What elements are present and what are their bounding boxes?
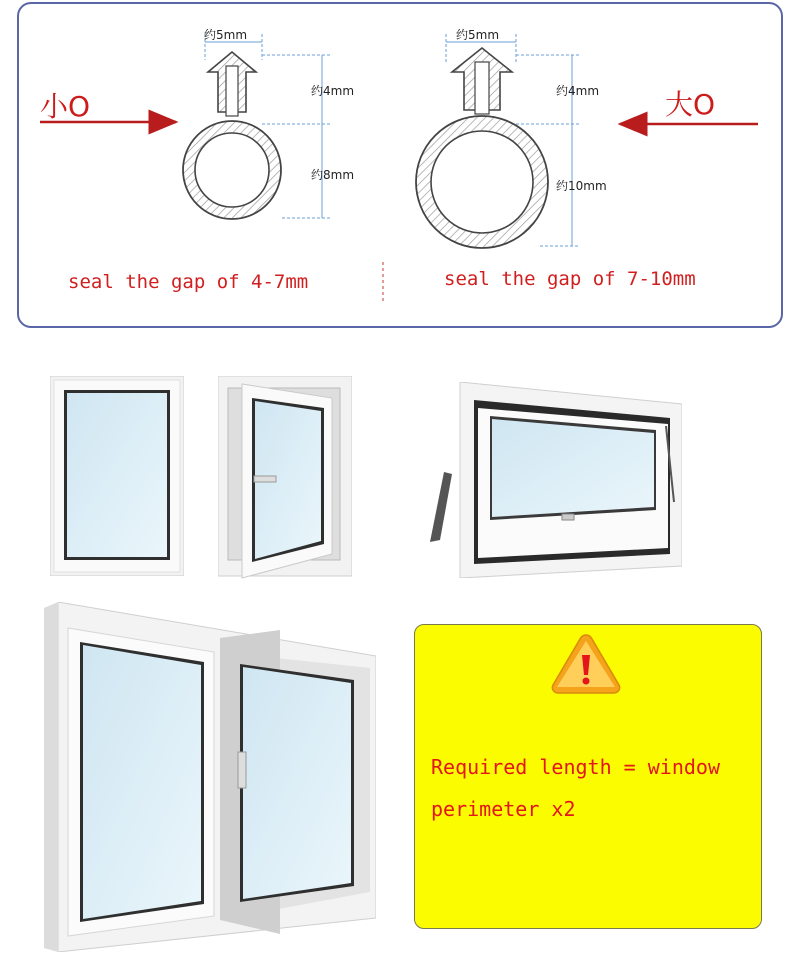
large-top-dim: 约4mm [556,84,600,98]
awning-window-image [430,382,682,578]
notice-line-2: perimeter x2 [431,797,576,821]
tilt-turn-window-image [44,602,376,952]
small-ring-dim: 约8mm [311,168,355,182]
warning-icon [549,631,623,695]
notice-line-1: Required length = window [431,755,720,779]
large-seal-profile [416,48,548,248]
large-width-dim: 约5mm [456,28,500,42]
small-seal-profile [183,52,281,219]
large-caption: seal the gap of 7-10mm [444,268,696,290]
fixed-window-image [50,376,184,576]
small-caption: seal the gap of 4-7mm [68,271,309,293]
small-width-dim: 约5mm [204,28,248,42]
small-top-dim: 约4mm [311,84,355,98]
large-o-label: 大O [665,88,716,121]
small-o-label: 小O [40,90,91,123]
casement-window-image [218,376,352,580]
length-notice-box [414,624,762,929]
large-ring-dim: 约10mm [556,179,607,193]
